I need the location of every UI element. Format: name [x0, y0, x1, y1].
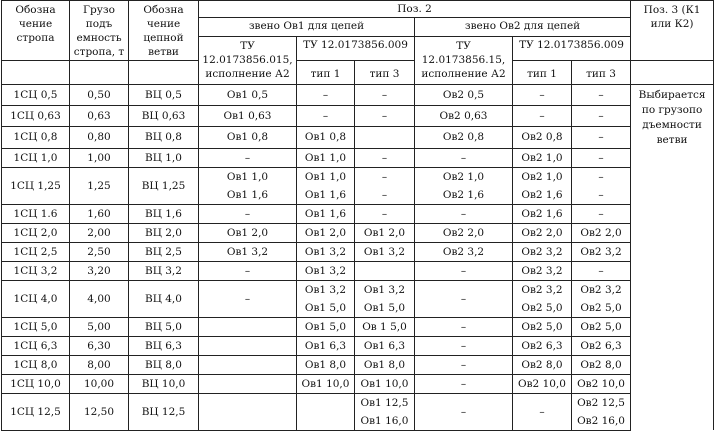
pos3-blank: [631, 204, 714, 223]
cell-line: –: [539, 405, 545, 418]
cell-line: Ов2 3,2: [580, 283, 622, 296]
cell-ov2-type1: –: [513, 85, 572, 106]
pos3-note: Выбирается по грузопо дъемности ветви: [631, 85, 714, 149]
cell-ov2-type1: [513, 280, 572, 317]
cell-load-capacity: 1,60: [70, 204, 129, 223]
cell-ov1-type3: Ов1 2,0: [355, 223, 415, 242]
cell-ov2-type1: [513, 393, 572, 430]
cell-ov2-type1: Ов2 2,0: [513, 223, 572, 242]
cell-ov2-tu15: –: [415, 148, 513, 167]
cell-chain-branch: ВЦ 8,0: [129, 355, 199, 374]
table-row: [2, 393, 714, 430]
cell-chain-branch: ВЦ 0,8: [129, 127, 199, 148]
cell-ov1-tu015: [199, 393, 297, 430]
cell-sling-designation: [2, 280, 70, 317]
cell-ov1-type1: Ов1 1,6: [297, 204, 355, 223]
cell-chain-branch: ВЦ 0,63: [129, 106, 199, 127]
cell-ov1-type3: Ов1 3,2: [355, 242, 415, 261]
cell-ov2-tu15: Ов2 0,5: [415, 85, 513, 106]
cell-load-capacity: 1,00: [70, 148, 129, 167]
cell-ov2-type1: Ов2 1,6: [513, 204, 572, 223]
cell-line: [298, 403, 353, 421]
cell-chain-branch: ВЦ 1,0: [129, 148, 199, 167]
cell-line: ВЦ 4,0: [145, 292, 182, 305]
header-type1-b: тип 1: [513, 61, 572, 85]
cell-ov1-type1: Ов1 10,0: [297, 374, 355, 393]
cell-chain-branch: [129, 393, 199, 430]
cell-line: 12,50: [83, 405, 115, 418]
cell-ov2-type3: –: [572, 127, 631, 148]
header-sling-designation: Обозна чение стропа: [2, 1, 70, 61]
pos3-blank: [631, 336, 714, 355]
cell-line: ВЦ 12,5: [141, 405, 186, 418]
sling-spec-table: [1, 0, 714, 431]
cell-chain-branch: ВЦ 5,0: [129, 317, 199, 336]
cell-line: Ов1 1,6: [304, 188, 347, 201]
cell-ov1-type1: Ов1 2,0: [297, 223, 355, 242]
cell-line: –: [381, 188, 388, 201]
cell-line: Ов1 1,0: [226, 170, 269, 183]
cell-line: Ов2 1,0: [521, 170, 563, 183]
cell-line: 1СЦ 12,5: [10, 405, 61, 418]
header-blank-a: [2, 61, 70, 85]
cell-ov2-type1: Ов2 8,0: [513, 355, 572, 374]
cell-load-capacity: 5,00: [70, 317, 129, 336]
cell-ov1-type3: –: [355, 204, 415, 223]
cell-ov1-type3: –: [355, 85, 415, 106]
table-row: [2, 127, 714, 148]
cell-ov1-tu015: [199, 374, 297, 393]
table-row: [2, 223, 714, 242]
cell-ov1-type3: [355, 280, 415, 317]
cell-ov2-tu15: –: [415, 204, 513, 223]
cell-ov2-type1: [513, 167, 572, 204]
cell-ov2-type3: –: [572, 106, 631, 127]
cell-line: Ов2 1,6: [521, 188, 563, 201]
header-type3-b: тип 3: [572, 61, 631, 85]
header-tu-15: ТУ 12.0173856.15, исполнение А2: [415, 37, 513, 85]
cell-sling-designation: 1СЦ 1.6: [2, 204, 70, 223]
cell-load-capacity: [70, 280, 129, 317]
cell-line: Ов2 1,0: [442, 170, 485, 183]
cell-load-capacity: [70, 393, 129, 430]
cell-line: Ов1 1,0: [304, 170, 347, 183]
header-tu-009-a: ТУ 12.0173856.009: [297, 37, 415, 61]
cell-ov1-tu015: [199, 317, 297, 336]
cell-ov1-type3: Ов 1 5,0: [355, 317, 415, 336]
cell-chain-branch: ВЦ 1,6: [129, 204, 199, 223]
cell-sling-designation: 1СЦ 5,0: [2, 317, 70, 336]
cell-load-capacity: 10,00: [70, 374, 129, 393]
pos3-blank: [631, 261, 714, 280]
cell-line: 4,00: [87, 292, 111, 305]
header-blank-c: [129, 61, 199, 85]
table-row: [2, 374, 714, 393]
cell-sling-designation: 1СЦ 2,0: [2, 223, 70, 242]
cell-line: –: [381, 170, 388, 183]
cell-ov2-type3: Ов2 5,0: [572, 317, 631, 336]
cell-ov2-tu15: –: [415, 374, 513, 393]
cell-ov1-tu015: Ов1 2,0: [199, 223, 297, 242]
cell-line: Ов1 5,0: [304, 301, 347, 314]
cell-line: Ов2 5,0: [580, 301, 622, 314]
header-type1-a: тип 1: [297, 61, 355, 85]
cell-ov1-tu015: [199, 336, 297, 355]
cell-line: Ов2 5,0: [521, 301, 563, 314]
cell-ov2-tu15: –: [415, 317, 513, 336]
cell-load-capacity: 0,80: [70, 127, 129, 148]
cell-ov1-type1: [297, 167, 355, 204]
cell-line: 1СЦ 4,0: [13, 292, 58, 305]
cell-ov2-type3: Ов2 3,2: [572, 242, 631, 261]
cell-chain-branch: ВЦ 2,0: [129, 223, 199, 242]
header-pos3: Поз. 3 (К1 или К2): [631, 1, 714, 61]
cell-ov1-type3: Ов1 8,0: [355, 355, 415, 374]
cell-line: [200, 403, 295, 421]
cell-ov1-tu015: –: [199, 261, 297, 280]
cell-load-capacity: [70, 167, 129, 204]
cell-ov1-type3: [355, 261, 415, 280]
cell-load-capacity: 0,50: [70, 85, 129, 106]
cell-ov2-type3: –: [572, 204, 631, 223]
pos3-blank: [631, 393, 714, 430]
cell-ov2-tu15: [415, 393, 513, 430]
header-blank-b: [70, 61, 129, 85]
header-tu-015: ТУ 12.0173856.015, исполнение А2: [199, 37, 297, 85]
cell-chain-branch: ВЦ 0,5: [129, 85, 199, 106]
header-pos2: Поз. 2: [199, 1, 631, 18]
cell-ov2-type3: Ов2 8,0: [572, 355, 631, 374]
cell-load-capacity: 2,50: [70, 242, 129, 261]
table-row: [2, 106, 714, 127]
cell-ov2-tu15: –: [415, 336, 513, 355]
cell-ov2-tu15: –: [415, 261, 513, 280]
cell-ov2-type1: Ов2 0,8: [513, 127, 572, 148]
pos3-blank: [631, 223, 714, 242]
cell-ov1-type1: Ов1 0,8: [297, 127, 355, 148]
cell-load-capacity: 6,30: [70, 336, 129, 355]
cell-line: Ов2 3,2: [521, 283, 563, 296]
cell-ov1-tu015: Ов1 0,63: [199, 106, 297, 127]
cell-ov1-tu015: Ов1 3,2: [199, 242, 297, 261]
pos3-blank: [631, 167, 714, 204]
cell-sling-designation: 1СЦ 0,8: [2, 127, 70, 148]
cell-ov1-type3: [355, 127, 415, 148]
cell-sling-designation: 1СЦ 8,0: [2, 355, 70, 374]
table-row: [2, 167, 714, 204]
cell-ov2-type3: [572, 167, 631, 204]
cell-ov1-type1: Ов1 1,0: [297, 148, 355, 167]
cell-ov2-tu15: Ов2 3,2: [415, 242, 513, 261]
cell-ov1-type1: Ов1 3,2: [297, 261, 355, 280]
cell-load-capacity: 3,20: [70, 261, 129, 280]
table-row: [2, 280, 714, 317]
cell-ov1-tu015: [199, 280, 297, 317]
cell-ov2-type3: Ов2 10,0: [572, 374, 631, 393]
header-load-capacity: Грузо подъ емность стропа, т: [70, 1, 129, 61]
cell-line: Ов1 16,0: [360, 414, 409, 427]
cell-ov2-type3: [572, 393, 631, 430]
table-row: [2, 261, 714, 280]
cell-ov1-tu015: –: [199, 148, 297, 167]
cell-line: –: [460, 405, 467, 418]
cell-ov2-tu15: –: [415, 355, 513, 374]
header-link-ov2: звено Ов2 для цепей: [415, 18, 631, 37]
table-row: [2, 355, 714, 374]
cell-line: –: [244, 292, 251, 305]
cell-ov2-tu15: [415, 167, 513, 204]
cell-ov1-type1: –: [297, 106, 355, 127]
cell-line: Ов2 1,6: [442, 188, 485, 201]
cell-ov1-tu015: Ов1 0,5: [199, 85, 297, 106]
cell-sling-designation: 1СЦ 1,0: [2, 148, 70, 167]
cell-line: Ов1 12,5: [360, 396, 409, 409]
cell-line: –: [598, 188, 604, 201]
cell-ov2-tu15: [415, 280, 513, 317]
cell-ov2-type1: Ов2 1,0: [513, 148, 572, 167]
table-row: [2, 148, 714, 167]
header-link-ov1: звено Ов1 для цепей: [199, 18, 415, 37]
cell-ov1-tu015: [199, 355, 297, 374]
cell-ov2-type1: Ов2 5,0: [513, 317, 572, 336]
cell-sling-designation: 1СЦ 2,5: [2, 242, 70, 261]
cell-line: Ов1 3,2: [363, 283, 406, 296]
cell-sling-designation: 1СЦ 0,63: [2, 106, 70, 127]
cell-line: Ов1 3,2: [304, 283, 347, 296]
table-row: [2, 317, 714, 336]
cell-load-capacity: 8,00: [70, 355, 129, 374]
cell-ov1-type3: Ов1 10,0: [355, 374, 415, 393]
cell-ov2-type3: [572, 280, 631, 317]
cell-chain-branch: [129, 167, 199, 204]
cell-ov1-type1: Ов1 5,0: [297, 317, 355, 336]
cell-chain-branch: ВЦ 3,2: [129, 261, 199, 280]
header-blank-d: [631, 61, 714, 85]
pos3-blank: [631, 355, 714, 374]
pos3-blank: [631, 148, 714, 167]
cell-ov1-type1: Ов1 3,2: [297, 242, 355, 261]
cell-line: –: [598, 170, 604, 183]
cell-chain-branch: ВЦ 10,0: [129, 374, 199, 393]
pos3-blank: [631, 280, 714, 317]
cell-ov2-tu15: Ов2 0,8: [415, 127, 513, 148]
pos3-blank: [631, 374, 714, 393]
table-row: [2, 242, 714, 261]
cell-line: 1,25: [87, 179, 111, 192]
cell-sling-designation: 1СЦ 6,3: [2, 336, 70, 355]
cell-load-capacity: 0,63: [70, 106, 129, 127]
cell-ov2-type1: Ов2 3,2: [513, 242, 572, 261]
cell-ov1-type1: Ов1 6,3: [297, 336, 355, 355]
table-header: [2, 1, 714, 85]
cell-ov2-type1: Ов2 3,2: [513, 261, 572, 280]
cell-ov2-type3: –: [572, 261, 631, 280]
cell-ov2-type3: –: [572, 148, 631, 167]
cell-sling-designation: [2, 393, 70, 430]
cell-ov1-type1: –: [297, 85, 355, 106]
cell-sling-designation: 1СЦ 0,5: [2, 85, 70, 106]
cell-ov1-type1: [297, 393, 355, 430]
cell-ov2-type1: Ов2 6,3: [513, 336, 572, 355]
cell-line: –: [460, 292, 467, 305]
cell-sling-designation: 1СЦ 3,2: [2, 261, 70, 280]
cell-ov1-type3: –: [355, 106, 415, 127]
cell-ov1-tu015: [199, 167, 297, 204]
cell-ov2-tu15: Ов2 2,0: [415, 223, 513, 242]
cell-ov1-type3: –: [355, 148, 415, 167]
cell-ov2-type1: –: [513, 106, 572, 127]
cell-ov2-type1: Ов2 10,0: [513, 374, 572, 393]
cell-line: ВЦ 1,25: [141, 179, 186, 192]
table-row: [2, 85, 714, 106]
cell-sling-designation: 1СЦ 10,0: [2, 374, 70, 393]
cell-ov2-type3: Ов2 6,3: [572, 336, 631, 355]
cell-ov2-type3: –: [572, 85, 631, 106]
cell-chain-branch: [129, 280, 199, 317]
cell-ov1-type1: [297, 280, 355, 317]
pos3-blank: [631, 242, 714, 261]
cell-ov2-type3: Ов2 2,0: [572, 223, 631, 242]
cell-ov1-type3: [355, 167, 415, 204]
cell-ov1-type1: Ов1 8,0: [297, 355, 355, 374]
cell-ov1-tu015: –: [199, 204, 297, 223]
cell-line: 1СЦ 1,25: [10, 179, 61, 192]
table-row: [2, 204, 714, 223]
cell-ov1-type3: [355, 393, 415, 430]
cell-sling-designation: [2, 167, 70, 204]
cell-line: Ов2 16,0: [577, 414, 625, 427]
pos3-blank: [631, 317, 714, 336]
header-chain-branch-designation: Обозна чение цепной ветви: [129, 1, 199, 61]
cell-ov1-type3: Ов1 6,3: [355, 336, 415, 355]
cell-ov1-tu015: Ов1 0,8: [199, 127, 297, 148]
cell-line: Ов2 12,5: [577, 396, 625, 409]
header-tu-009-b: ТУ 12.0173856.009: [513, 37, 631, 61]
cell-line: Ов1 5,0: [363, 301, 406, 314]
table-body: [2, 85, 714, 431]
cell-load-capacity: 2,00: [70, 223, 129, 242]
header-type3-a: тип 3: [355, 61, 415, 85]
cell-chain-branch: ВЦ 2,5: [129, 242, 199, 261]
table-row: [2, 336, 714, 355]
cell-line: Ов1 1,6: [226, 188, 269, 201]
cell-chain-branch: ВЦ 6,3: [129, 336, 199, 355]
cell-ov2-tu15: Ов2 0,63: [415, 106, 513, 127]
